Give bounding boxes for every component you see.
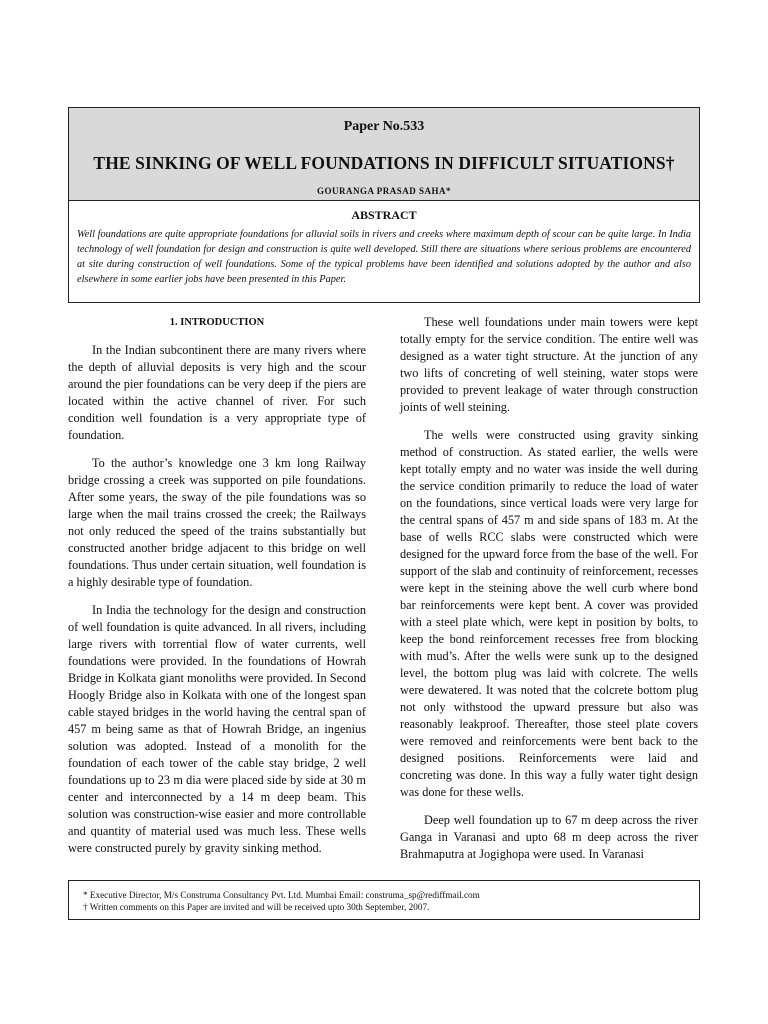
title-block (68, 107, 700, 201)
section-heading: 1. INTRODUCTION (169, 317, 265, 328)
paper-number: Paper No.533 (343, 119, 425, 134)
body-paragraph: These well foundations under main towers were kept totally empty for the service condition. The entire well was designed as a water tight structure. At the junction of any two lifts of concreting of well steining, water stops were provided to prevent leakage of water through construction joints of well steining. (400, 315, 698, 414)
right-column (400, 314, 698, 874)
abstract-heading: ABSTRACT (351, 208, 417, 222)
footnote-author-affiliation: * Executive Director, M/s Construma Consultancy Pvt. Ltd. Mumbai Email: construma_sp@rediffmail.com (83, 890, 480, 900)
body-paragraph: Deep well foundation up to 67 m deep across the river Ganga in Varanasi and upto 68 m deep across the river Brahmaputra at Jogighopa were used. In Varanasi (400, 813, 698, 861)
body-paragraph: The wells were constructed using gravity sinking method of construction. As stated earlier, the wells were kept totally empty and no water was inside the well during the service condition primarily to reduce the load of water on the foundations, since vertical loads were very large for the central spans of 457 m and side spans of 183 m. At the base of wells RCC slabs were constructed which were designed for the upward force from the base of the well. For support of the slab and continuity of reinforcement, recesses were kept in the steining above the well curb where bond bar reinforcements were kept bent. A cover was provided with a steel plate which, were kept in position by bolts, to keep the bond reinforcement recesses free from blocking with mud’s. After the wells were sunk up to the designed level, the bottom plug was laid with colcrete. The wells were dewatered. It was noted that the colcrete bottom plug not only withstood the upward pressure but also was reasonably leakproof. Thereafter, those steel plate covers were removed and reinforcements were bent back to the designed positions. Reinforcements were laid and concreting was done. In this way a fully water tight design was done for these wells. (400, 428, 698, 799)
abstract-text: Well foundations are quite appropriate foundations for alluvial soils in rivers and creeks where maximum depth of scour can be quite large. In India technology of well foundation for design and construction is quite well developed. Still there are situations where serious problems are encountered at site during construction of well foundations. Some of the typical problems have been identified and solutions adopted by the author and also elsewhere in some earlier jobs have been presented in this Paper. (77, 229, 691, 285)
left-column (68, 314, 366, 868)
footnote-block (68, 880, 700, 920)
body-paragraph: In India the technology for the design and construction of well foundation is quite advanced. In all rivers, including large rivers with torrential flow of water currents, well foundations were provided. In the foundations of Howrah Bridge in Kolkata giant monoliths were provided. In Second Hoogly Bridge also in Kolkata with one of the longest span cable stayed bridges in the world having the central span of 457 m being same as that of Howrah Bridge, an ingenius solution was adopted. Instead of a monolith for the foundation of each tower of the cable stay bridge, 2 well foundations up to 23 m dia were placed side by side at 30 m center and interconnected by a 14 m deep beam. This solution was construction-wise easier and more controllable and quantity of material used was much less. These wells were constructed purely by gravity sinking method. (68, 603, 366, 855)
body-paragraph: In the Indian subcontinent there are many rivers where the depth of alluvial deposits is very high and the scour around the pier foundations can be very deep if the piers are located within the active channel of river. For such condition well foundation is a very appropriate type of foundation. (68, 343, 366, 442)
author-name: GOURANGA PRASAD SAHA* (316, 186, 451, 196)
paper-title: THE SINKING OF WELL FOUNDATIONS IN DIFFICULT SITUATIONS† (93, 153, 675, 173)
abstract-block (68, 200, 700, 303)
body-paragraph: To the author’s knowledge one 3 km long Railway bridge crossing a creek was supported on pile foundations. After some years, the sway of the pile foundations was so large when the mail trains crossed the creek; the Railways not only reduced the speed of the trains substantially but constructed another bridge adjacent to this bridge on well foundations. Thus under certain situation, well foundation is a highly desirable type of foundation. (68, 456, 366, 589)
footnote-comments-note: † Written comments on this Paper are invited and will be received upto 30th September, 2007. (83, 902, 430, 912)
